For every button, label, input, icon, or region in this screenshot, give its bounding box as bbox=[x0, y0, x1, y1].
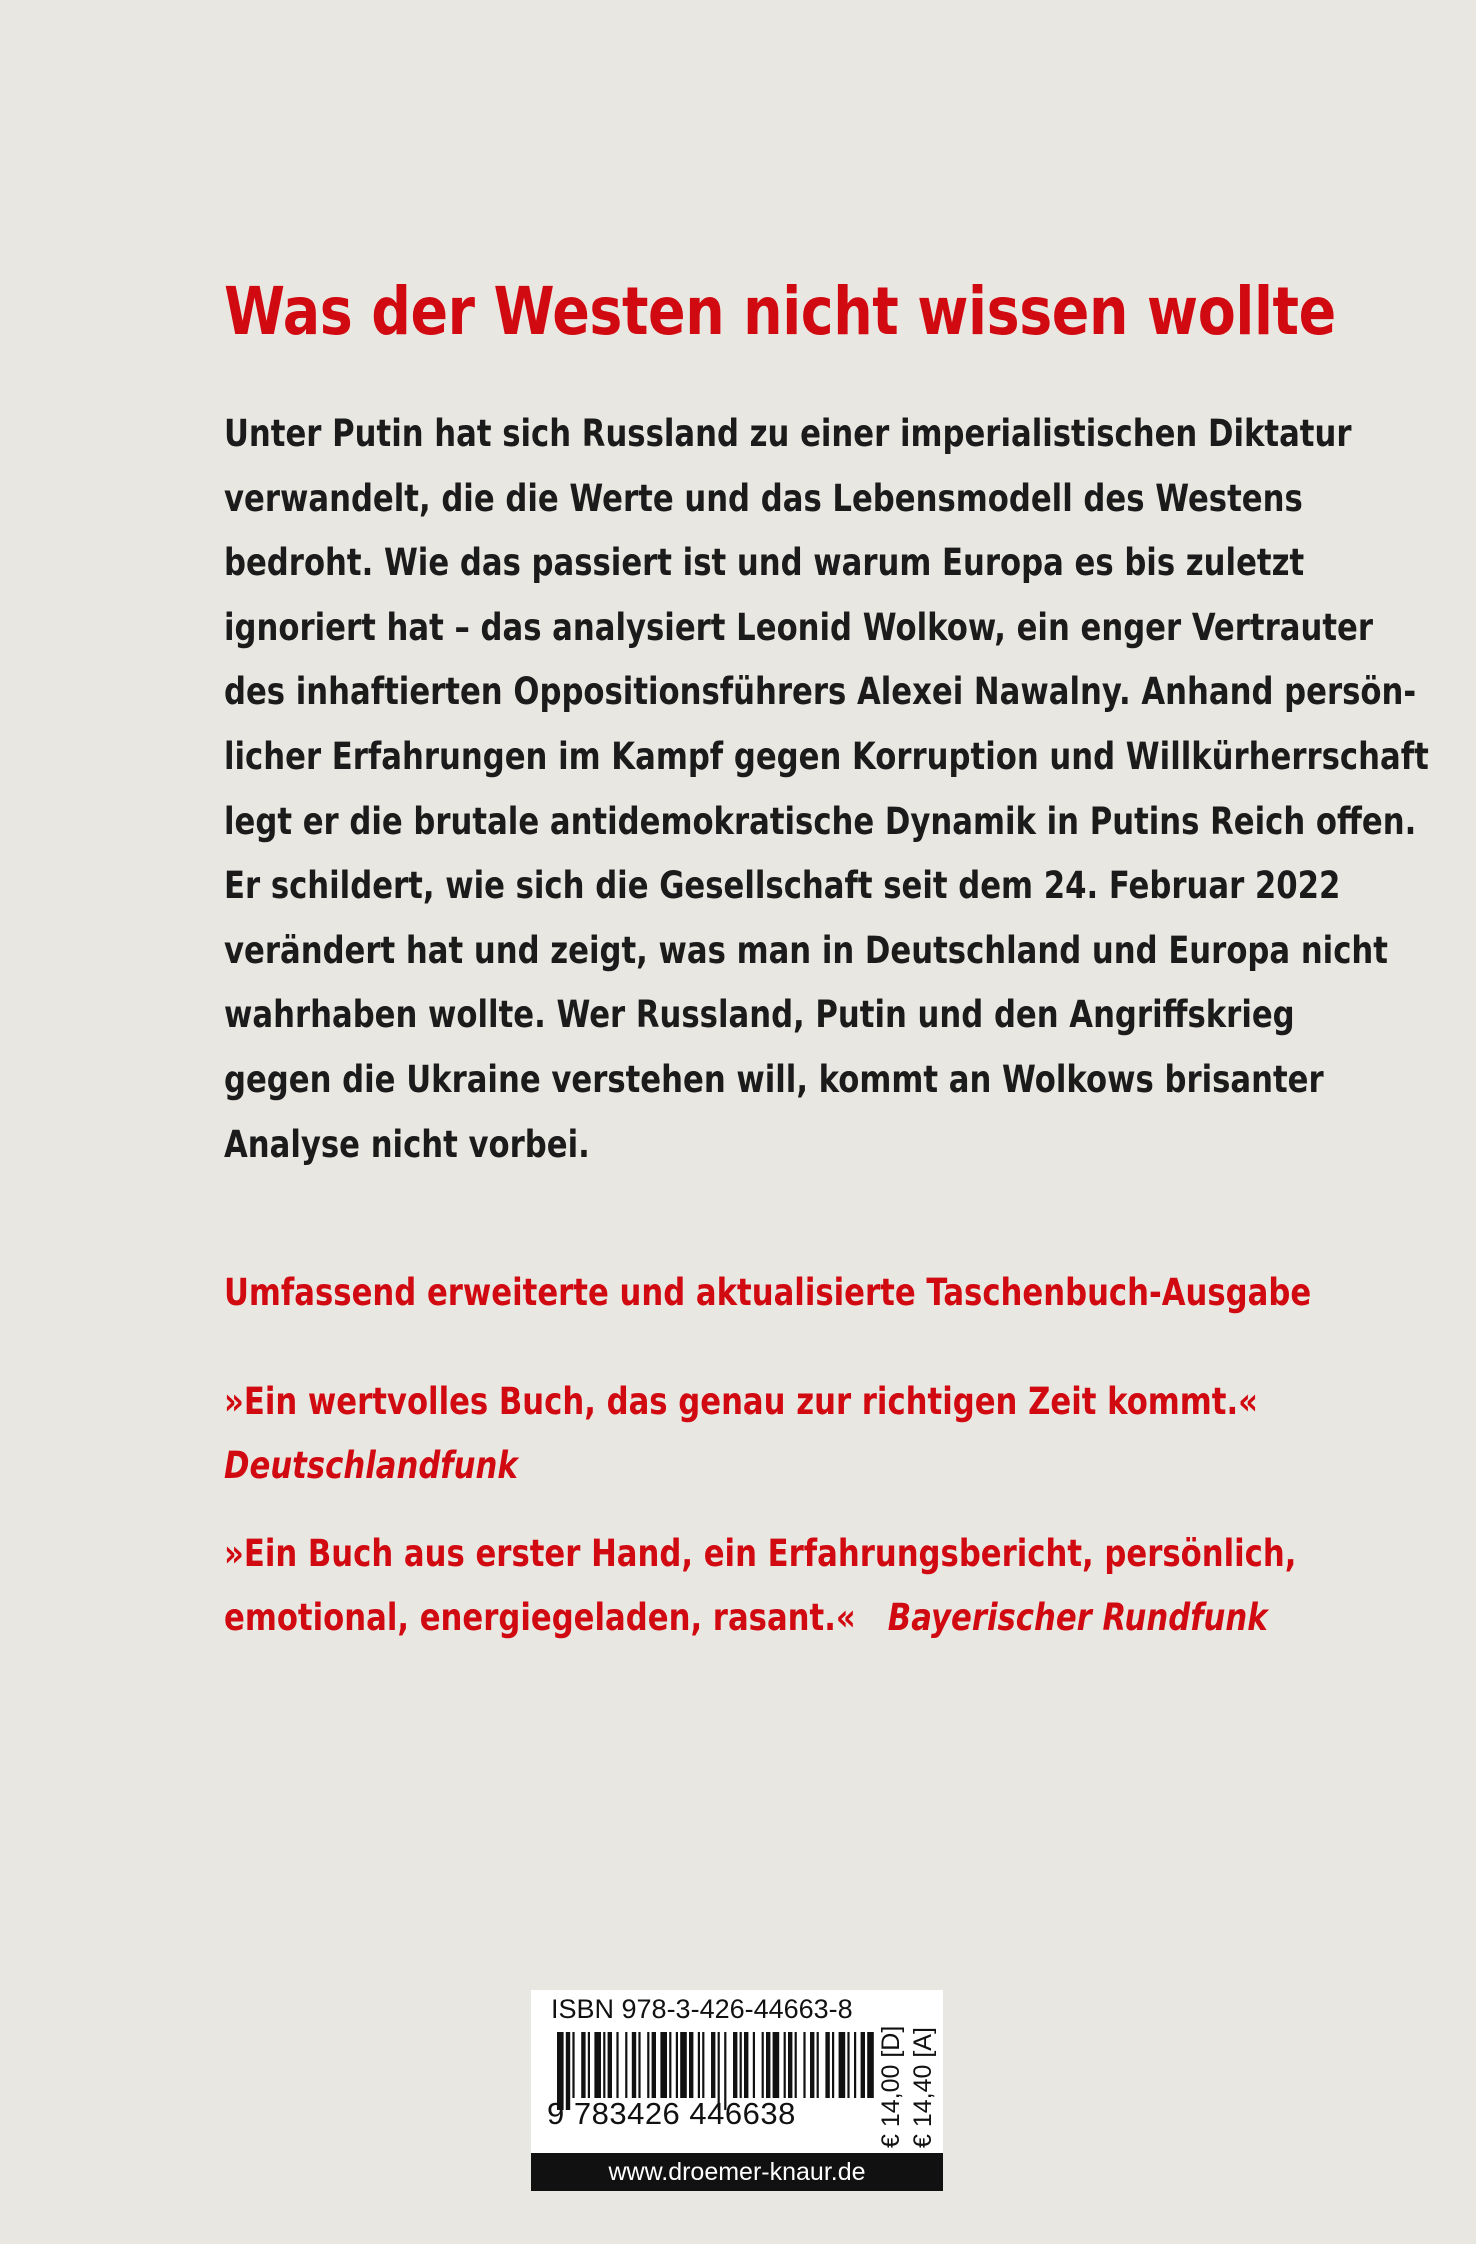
barcode-bar bbox=[803, 2032, 805, 2098]
isbn-label: ISBN 978-3-426-44663-8 bbox=[551, 1994, 853, 2024]
barcode-bar bbox=[839, 2032, 846, 2098]
barcode-bar bbox=[784, 2032, 786, 2098]
barcode-bar bbox=[603, 2032, 605, 2098]
price-block bbox=[873, 2025, 943, 2152]
barcode-bar bbox=[572, 2032, 574, 2098]
price-germany: € 14,00 [D] bbox=[877, 2025, 905, 2148]
edition-note: Umfassend erweiterte und aktualisierte Taschenbuch-Ausgabe bbox=[224, 1271, 1312, 1314]
barcode-bar bbox=[669, 2032, 671, 2098]
barcode-bar bbox=[854, 2032, 856, 2098]
barcode-bar bbox=[616, 2032, 618, 2098]
barcode-bar bbox=[861, 2032, 865, 2098]
barcode-bar bbox=[817, 2032, 819, 2098]
barcode-bar bbox=[676, 2032, 678, 2098]
barcode-bar bbox=[740, 2032, 742, 2098]
quote-source: Bayerischer Rundfunk bbox=[887, 1596, 1268, 1639]
blurb-line: licher Erfahrungen im Kampf gegen Korruption und Willkürherrschaft bbox=[224, 734, 1429, 778]
ean-digits: 9 783426 446638 bbox=[547, 2096, 796, 2131]
blurb-line: legt er die brutale antidemokratische Dynamik in Putins Reich offen. bbox=[224, 799, 1417, 843]
barcode-bar bbox=[702, 2032, 704, 2098]
barcode-bar bbox=[773, 2032, 780, 2098]
blurb-line: Er schildert, wie sich die Gesellschaft seit dem 24. Februar 2022 bbox=[224, 864, 1341, 908]
barcode-bar bbox=[689, 2032, 693, 2098]
quote-text: »Ein wertvolles Buch, das genau zur richtigen Zeit kommt.« bbox=[224, 1380, 1258, 1423]
blurb-line: des inhaftierten Oppositionsführers Alexei Nawalny. Anhand persön- bbox=[224, 670, 1417, 714]
blurb-paragraph bbox=[224, 402, 1429, 1177]
barcode-bar bbox=[753, 2032, 755, 2098]
barcode-bar bbox=[652, 2032, 656, 2098]
barcode-bar bbox=[638, 2032, 640, 2098]
barcode-bar bbox=[788, 2032, 792, 2098]
barcode-bar bbox=[680, 2032, 687, 2098]
blurb-line: Unter Putin hat sich Russland zu einer imperialistischen Diktatur bbox=[224, 412, 1352, 455]
isbn-barcode-block bbox=[531, 1990, 943, 2153]
barcode-bar bbox=[588, 2032, 590, 2098]
blurb-line: wahrhaben wollte. Wer Russland, Putin und den Angriffskrieg bbox=[224, 993, 1295, 1037]
barcode-bar bbox=[625, 2032, 627, 2098]
barcode-bar bbox=[810, 2032, 814, 2098]
quote-text-line2: emotional, energiegeladen, rasant.« Bayerischer Rundfunk bbox=[224, 1596, 1268, 1639]
blurb-line: Analyse nicht vorbei. bbox=[224, 1122, 590, 1166]
barcode-bar bbox=[766, 2032, 770, 2098]
barcode-bar bbox=[762, 2032, 764, 2098]
barcode-bar bbox=[825, 2032, 829, 2098]
barcode-bar bbox=[711, 2032, 715, 2098]
publisher-url: www.droemer-knaur.de bbox=[531, 2153, 943, 2191]
review-quote-2 bbox=[224, 1522, 1296, 1650]
blurb-line: verändert hat und zeigt, was man in Deutschland und Europa nicht bbox=[224, 928, 1388, 972]
barcode-bar bbox=[608, 2032, 612, 2098]
quote-text: »Ein Buch aus erster Hand, ein Erfahrungsbericht, persönlich, bbox=[224, 1532, 1297, 1575]
barcode-bar bbox=[744, 2032, 748, 2098]
blurb-line: ignoriert hat – das analysiert Leonid Wolkow, ein enger Vertrauter bbox=[224, 605, 1373, 649]
barcode-bar bbox=[733, 2032, 737, 2098]
barcode-bar bbox=[647, 2032, 649, 2098]
barcode-bar bbox=[660, 2032, 667, 2098]
quote-source: Deutschlandfunk bbox=[224, 1444, 518, 1487]
blurb-line: bedroht. Wie das passiert ist und warum Europa es bis zuletzt bbox=[224, 541, 1305, 585]
price-austria: € 14,40 [A] bbox=[909, 2027, 937, 2148]
barcode-bar bbox=[632, 2032, 636, 2098]
review-quote-1 bbox=[224, 1370, 1258, 1498]
blurb-line: gegen die Ukraine verstehen will, kommt an Wolkows brisanter bbox=[224, 1057, 1324, 1101]
barcode-bar bbox=[847, 2032, 849, 2098]
barcode-bar bbox=[698, 2032, 700, 2098]
barcode-bar bbox=[832, 2032, 834, 2098]
barcode-bar bbox=[795, 2032, 797, 2098]
barcode-bar bbox=[594, 2032, 601, 2098]
barcode-bar bbox=[581, 2032, 585, 2098]
headline: Was der Westen nicht wissen wollte bbox=[224, 273, 1336, 350]
blurb-line: verwandelt, die die Werte und das Lebensmodell des Westens bbox=[224, 476, 1303, 520]
